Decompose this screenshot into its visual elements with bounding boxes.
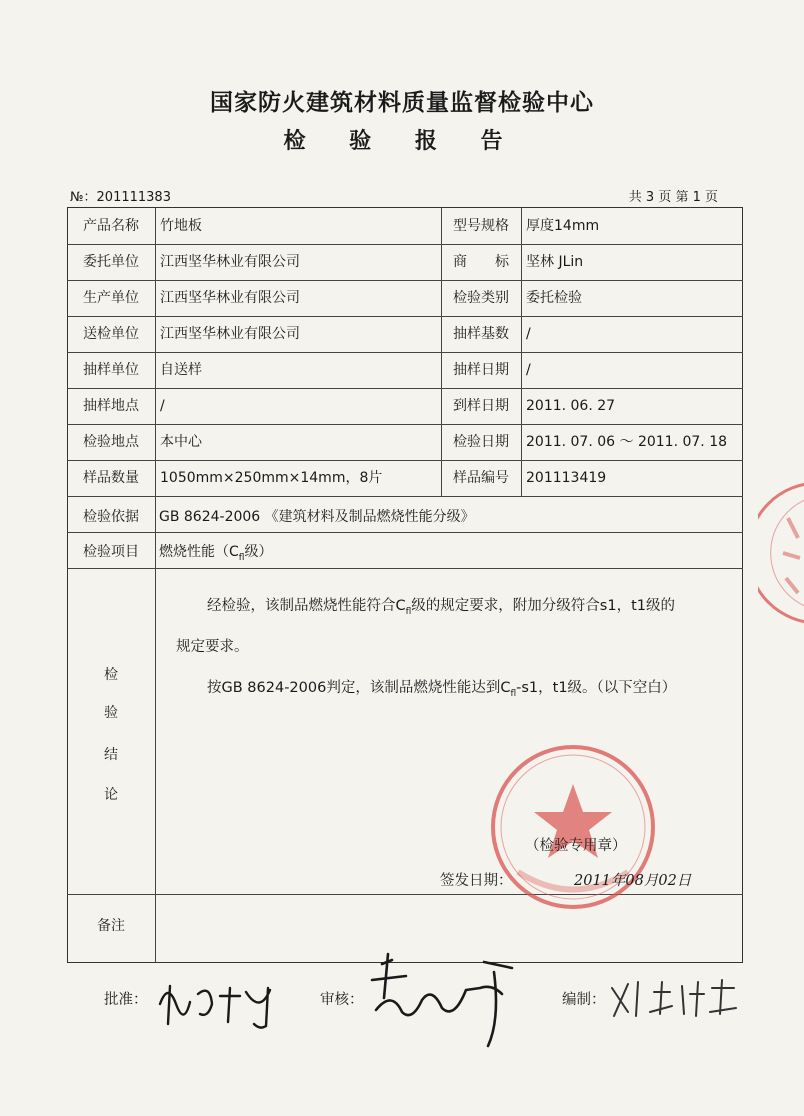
field-label: 检验地点 bbox=[83, 434, 139, 450]
field-value: / bbox=[526, 362, 531, 378]
field-value: 2011. 07. 06 ～ 2011. 07. 18 bbox=[526, 434, 728, 450]
basis-label: 检验依据 bbox=[83, 509, 139, 525]
table-rule bbox=[67, 496, 743, 497]
reviewer-signature bbox=[362, 950, 522, 1060]
field-label: 样品数量 bbox=[83, 470, 139, 486]
field-label: 委托单位 bbox=[83, 254, 139, 270]
p3-text-a: 按GB 8624-2006判定，该制品燃烧性能达到C bbox=[207, 680, 511, 696]
table-rule bbox=[441, 208, 442, 496]
field-value: 2011. 06. 27 bbox=[526, 398, 616, 414]
table-rule bbox=[67, 532, 743, 533]
item-value-sub: fl bbox=[238, 552, 245, 563]
org-title: 国家防火建筑材料质量监督检验中心 bbox=[210, 90, 594, 116]
side-seal-fragment bbox=[758, 478, 804, 628]
basis-value: GB 8624-2006 《建筑材料及制品燃烧性能分级》 bbox=[159, 509, 475, 525]
field-label: 抽样日期 bbox=[453, 362, 509, 378]
field-value: 坚林 JLin bbox=[526, 254, 584, 270]
p3-sub: fl bbox=[510, 688, 517, 699]
p1-text-a: 经检验，该制品燃烧性能符合C bbox=[207, 598, 406, 614]
conclusion-paragraph-1 bbox=[207, 594, 675, 617]
page-count: 共 3 页 第 1 页 bbox=[628, 190, 718, 205]
field-label: 送检单位 bbox=[83, 326, 139, 342]
field-value: 自送样 bbox=[160, 362, 202, 378]
field-value: / bbox=[160, 398, 165, 414]
item-value-text: 燃烧性能（C bbox=[159, 544, 239, 560]
stamp-note: （检验专用章） bbox=[525, 838, 627, 854]
table-rule bbox=[67, 280, 743, 281]
field-value: 江西坚华林业有限公司 bbox=[160, 290, 300, 306]
field-label: 型号规格 bbox=[453, 218, 509, 234]
conclusion-paragraph-2: 规定要求。 bbox=[176, 639, 249, 655]
issue-date: 2011年08月02日 bbox=[574, 873, 692, 889]
conclusion-char-2: 验 bbox=[104, 705, 118, 721]
field-value: 201113419 bbox=[526, 470, 607, 486]
table-rule bbox=[155, 208, 156, 963]
conclusion-char-4: 论 bbox=[104, 787, 118, 803]
field-value: 江西坚华林业有限公司 bbox=[160, 326, 300, 342]
table-rule bbox=[67, 388, 743, 389]
compile-label: 编制： bbox=[562, 992, 606, 1008]
conclusion-paragraph-3 bbox=[207, 676, 676, 699]
field-label: 检验日期 bbox=[453, 434, 509, 450]
table-rule bbox=[67, 568, 743, 569]
field-value: 厚度14mm bbox=[526, 218, 600, 234]
field-label: 样品编号 bbox=[453, 470, 509, 486]
remarks-label: 备注 bbox=[97, 918, 125, 934]
compiler-signature bbox=[604, 972, 744, 1022]
field-label: 抽样单位 bbox=[83, 362, 139, 378]
field-label: 商 标 bbox=[453, 254, 509, 270]
field-label: 生产单位 bbox=[83, 290, 139, 306]
approve-label: 批准： bbox=[104, 992, 148, 1008]
field-label: 抽样基数 bbox=[453, 326, 509, 342]
approver-signature bbox=[150, 974, 300, 1034]
field-value: 竹地板 bbox=[160, 218, 202, 234]
table-rule bbox=[67, 316, 743, 317]
field-value: 委托检验 bbox=[526, 290, 582, 306]
issue-date-label: 签发日期： bbox=[440, 873, 513, 889]
p1-sub: fl bbox=[405, 606, 412, 617]
conclusion-char-1: 检 bbox=[104, 667, 118, 683]
field-value: 江西坚华林业有限公司 bbox=[160, 254, 300, 270]
table-rule bbox=[67, 460, 743, 461]
p1-text-b: 级的规定要求，附加分级符合s1，t1级的 bbox=[411, 598, 675, 614]
field-label: 抽样地点 bbox=[83, 398, 139, 414]
field-label: 到样日期 bbox=[453, 398, 509, 414]
item-value-tail: 级） bbox=[244, 544, 273, 560]
item-label: 检验项目 bbox=[83, 544, 139, 560]
review-label: 审核： bbox=[320, 992, 364, 1008]
item-value bbox=[159, 542, 272, 568]
p3-text-b: -s1，t1级。（以下空白） bbox=[516, 680, 677, 696]
conclusion-char-3: 结 bbox=[104, 747, 118, 763]
table-rule bbox=[67, 244, 743, 245]
field-value: 本中心 bbox=[160, 434, 202, 450]
field-label: 产品名称 bbox=[83, 218, 139, 234]
report-number: №：201111383 bbox=[70, 190, 171, 205]
table-rule bbox=[67, 424, 743, 425]
field-label: 检验类别 bbox=[453, 290, 509, 306]
field-value: / bbox=[526, 326, 531, 342]
field-value: 1050mm×250mm×14mm，8片 bbox=[160, 470, 383, 486]
table-rule bbox=[521, 208, 522, 496]
report-title: 检 验 报 告 bbox=[283, 129, 521, 154]
table-rule bbox=[67, 352, 743, 353]
